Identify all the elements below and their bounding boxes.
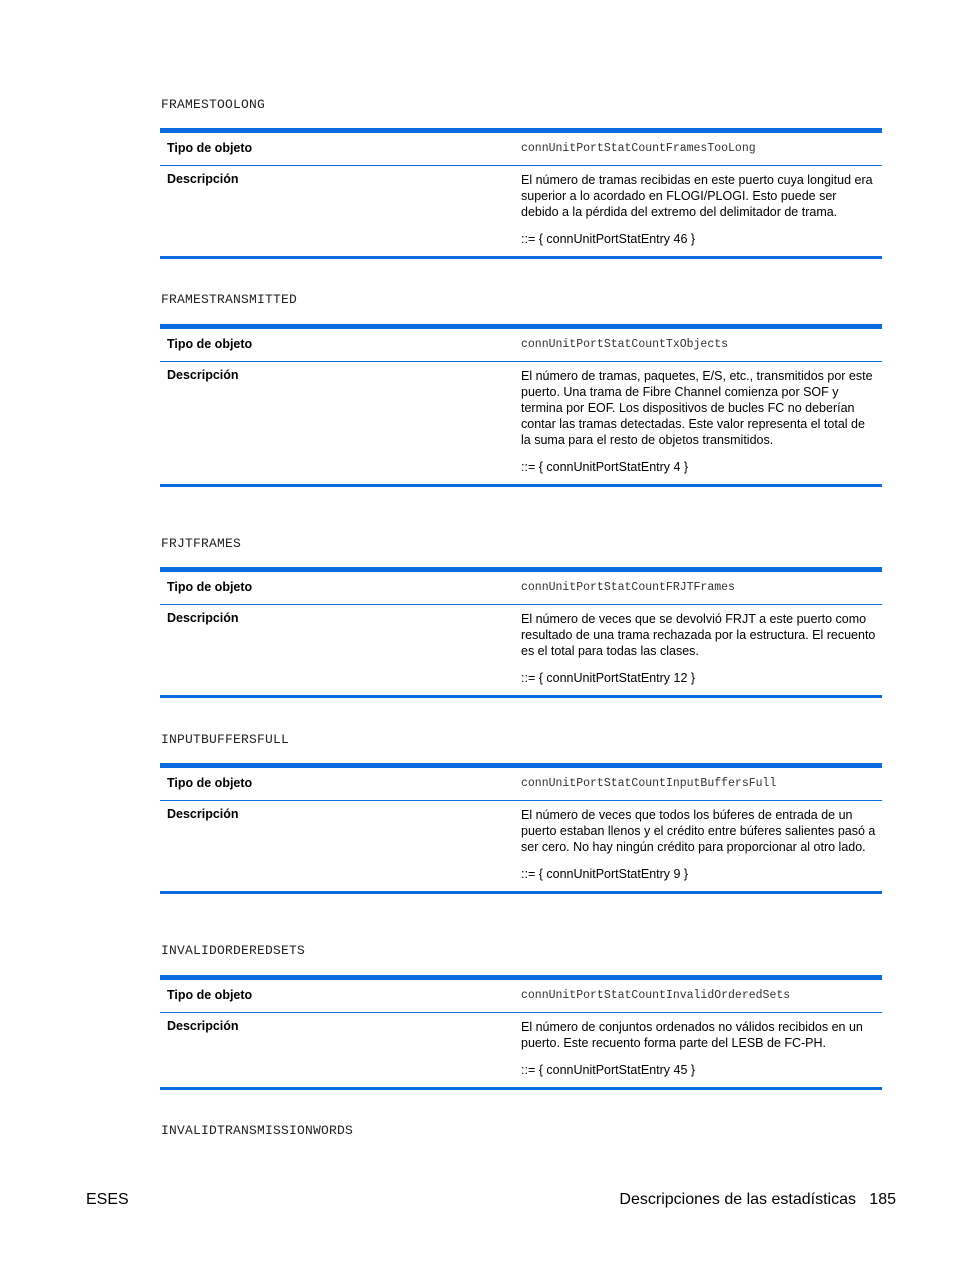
description-text: El número de conjuntos ordenados no válidos recibidos en un puerto. Este recuento forma parte del LESB de FC-PH. — [521, 1020, 863, 1050]
section-title: INPUTBUFFERSFULL — [161, 732, 290, 747]
description-text: El número de veces que todos los búferes de entrada de un puerto estaban llenos y el crédito entre búferes salientes pasó a ser cero. No hay ningún crédito para proporcionar al otro lado. — [521, 808, 876, 854]
description-row — [160, 801, 882, 891]
description-row — [160, 1013, 882, 1087]
description-label: Descripción — [167, 611, 239, 625]
object-type-value: connUnitPortStatCountFRJTFrames — [521, 581, 735, 594]
description-value — [521, 166, 882, 256]
description-value — [521, 362, 882, 484]
definition-text: ::= { connUnitPortStatEntry 4 } — [521, 460, 689, 474]
footer-right: Descripciones de las estadísticas 185 — [619, 1191, 896, 1208]
object-table — [160, 324, 882, 487]
description-label: Descripción — [167, 1019, 239, 1033]
object-type-value: connUnitPortStatCountInvalidOrderedSets — [521, 989, 791, 1002]
description-text: El número de tramas recibidas en este puerto cuya longitud era superior a lo acordado en FLOGI/PLOGI. Esto puede ser debido a la pérdida del extremo del delimitador de trama. — [521, 173, 873, 219]
object-type-row — [160, 329, 882, 362]
object-type-row — [160, 980, 882, 1013]
object-table — [160, 128, 882, 259]
object-type-row — [160, 572, 882, 605]
description-value — [521, 1013, 882, 1087]
description-text: El número de tramas, paquetes, E/S, etc., transmitidos por este puerto. Una trama de Fibre Channel comienza por SOF y termina por EOF. Los dispositivos de bucles FC no deberían contar las tramas detectadas. Este valor representa el total de la suma para el resto de objetos transmitidos. — [521, 369, 873, 447]
object-type-label: Tipo de objeto — [167, 776, 253, 790]
definition-text: ::= { connUnitPortStatEntry 46 } — [521, 232, 696, 246]
description-value — [521, 605, 882, 695]
description-label: Descripción — [167, 368, 239, 382]
section-title: INVALIDORDEREDSETS — [161, 943, 306, 958]
section-title: INVALIDTRANSMISSIONWORDS — [161, 1123, 354, 1138]
object-type-label: Tipo de objeto — [167, 337, 253, 351]
section-title: FRAMESTRANSMITTED — [161, 292, 298, 307]
object-type-label: Tipo de objeto — [167, 988, 253, 1002]
section-title: FRAMESTOOLONG — [161, 97, 266, 112]
description-value — [521, 801, 882, 891]
section-title: FRJTFRAMES — [161, 536, 242, 551]
object-type-label: Tipo de objeto — [167, 141, 253, 155]
definition-text: ::= { connUnitPortStatEntry 45 } — [521, 1063, 696, 1077]
description-text: El número de veces que se devolvió FRJT a este puerto como resultado de una trama rechazada por la estructura. El recuento es el total para todas las clases. — [521, 612, 876, 658]
object-table — [160, 975, 882, 1090]
object-type-row — [160, 133, 882, 166]
object-type-row — [160, 768, 882, 801]
object-table — [160, 567, 882, 698]
description-label: Descripción — [167, 172, 239, 186]
object-type-value: connUnitPortStatCountTxObjects — [521, 338, 729, 351]
description-row — [160, 605, 882, 695]
description-row — [160, 166, 882, 256]
definition-text: ::= { connUnitPortStatEntry 9 } — [521, 867, 689, 881]
footer-left: ESES — [86, 1191, 129, 1208]
object-type-value: connUnitPortStatCountFramesTooLong — [521, 142, 756, 155]
description-row — [160, 362, 882, 484]
object-type-value: connUnitPortStatCountInputBuffersFull — [521, 777, 777, 790]
description-label: Descripción — [167, 807, 239, 821]
object-type-label: Tipo de objeto — [167, 580, 253, 594]
definition-text: ::= { connUnitPortStatEntry 12 } — [521, 671, 696, 685]
object-table — [160, 763, 882, 894]
